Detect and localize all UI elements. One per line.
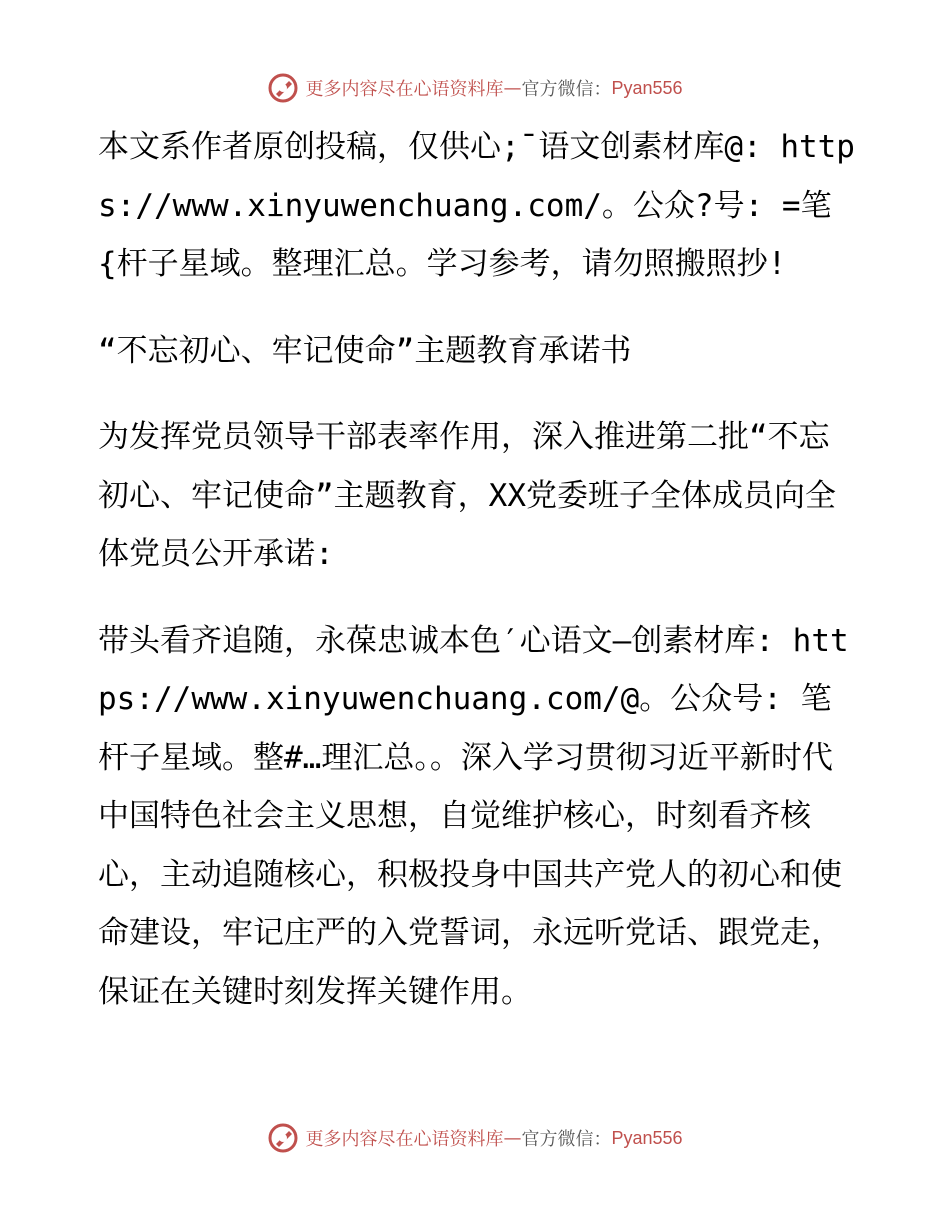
pledge-paragraph: 带头看齐追随，永葆忠诚本色′心语文—创素材库: https://www.xinyuwenchuang.com/@。公众号: 笔杆子星域。整#…理汇总。。深入学习贯彻习近平新时代中国特色社会主义思想，自觉维护核心，时刻看齐核心，主动追随核心，积极投身中国共产党人的初心和使命建设，牢记庄严的入党誓词，永远听党话、跟党走，保证在关键时刻发挥关键作用。 — [98, 622, 849, 1010]
watermark-sub-text: 官方微信： — [521, 1129, 612, 1150]
pen-logo-icon — [267, 72, 299, 104]
watermark-sub-text: 官方微信： — [521, 79, 612, 100]
watermark-wechat-id: Pyan556 — [611, 77, 683, 98]
watermark-main-text: 更多内容尽在心语资料库 — [305, 79, 504, 100]
watermark-dash: — — [503, 77, 522, 99]
watermark-main-text: 更多内容尽在心语资料库 — [305, 1129, 504, 1150]
footer-watermark — [0, 1122, 950, 1154]
document-title: “不忘初心、牢记使命”主题教育承诺书 — [98, 332, 632, 369]
pen-logo-icon — [267, 1122, 299, 1154]
preamble-paragraph: 为发挥党员领导干部表率作用，深入推进第二批“不忘初心、牢记使命”主题教育，XX党委班子全体成员向全体党员公开承诺: — [98, 419, 836, 572]
header-watermark — [0, 72, 950, 104]
watermark-wechat-id: Pyan556 — [611, 1127, 683, 1148]
intro-paragraph: 本文系作者原创投稿，仅供心;¯语文创素材库@: https://www.xinyuwenchuang.com/。公众?号: =笔{杆子星域。整理汇总。学习参考，请勿照搬照抄! — [98, 129, 855, 282]
document-body — [98, 118, 858, 1021]
watermark-dash: — — [503, 1127, 522, 1149]
